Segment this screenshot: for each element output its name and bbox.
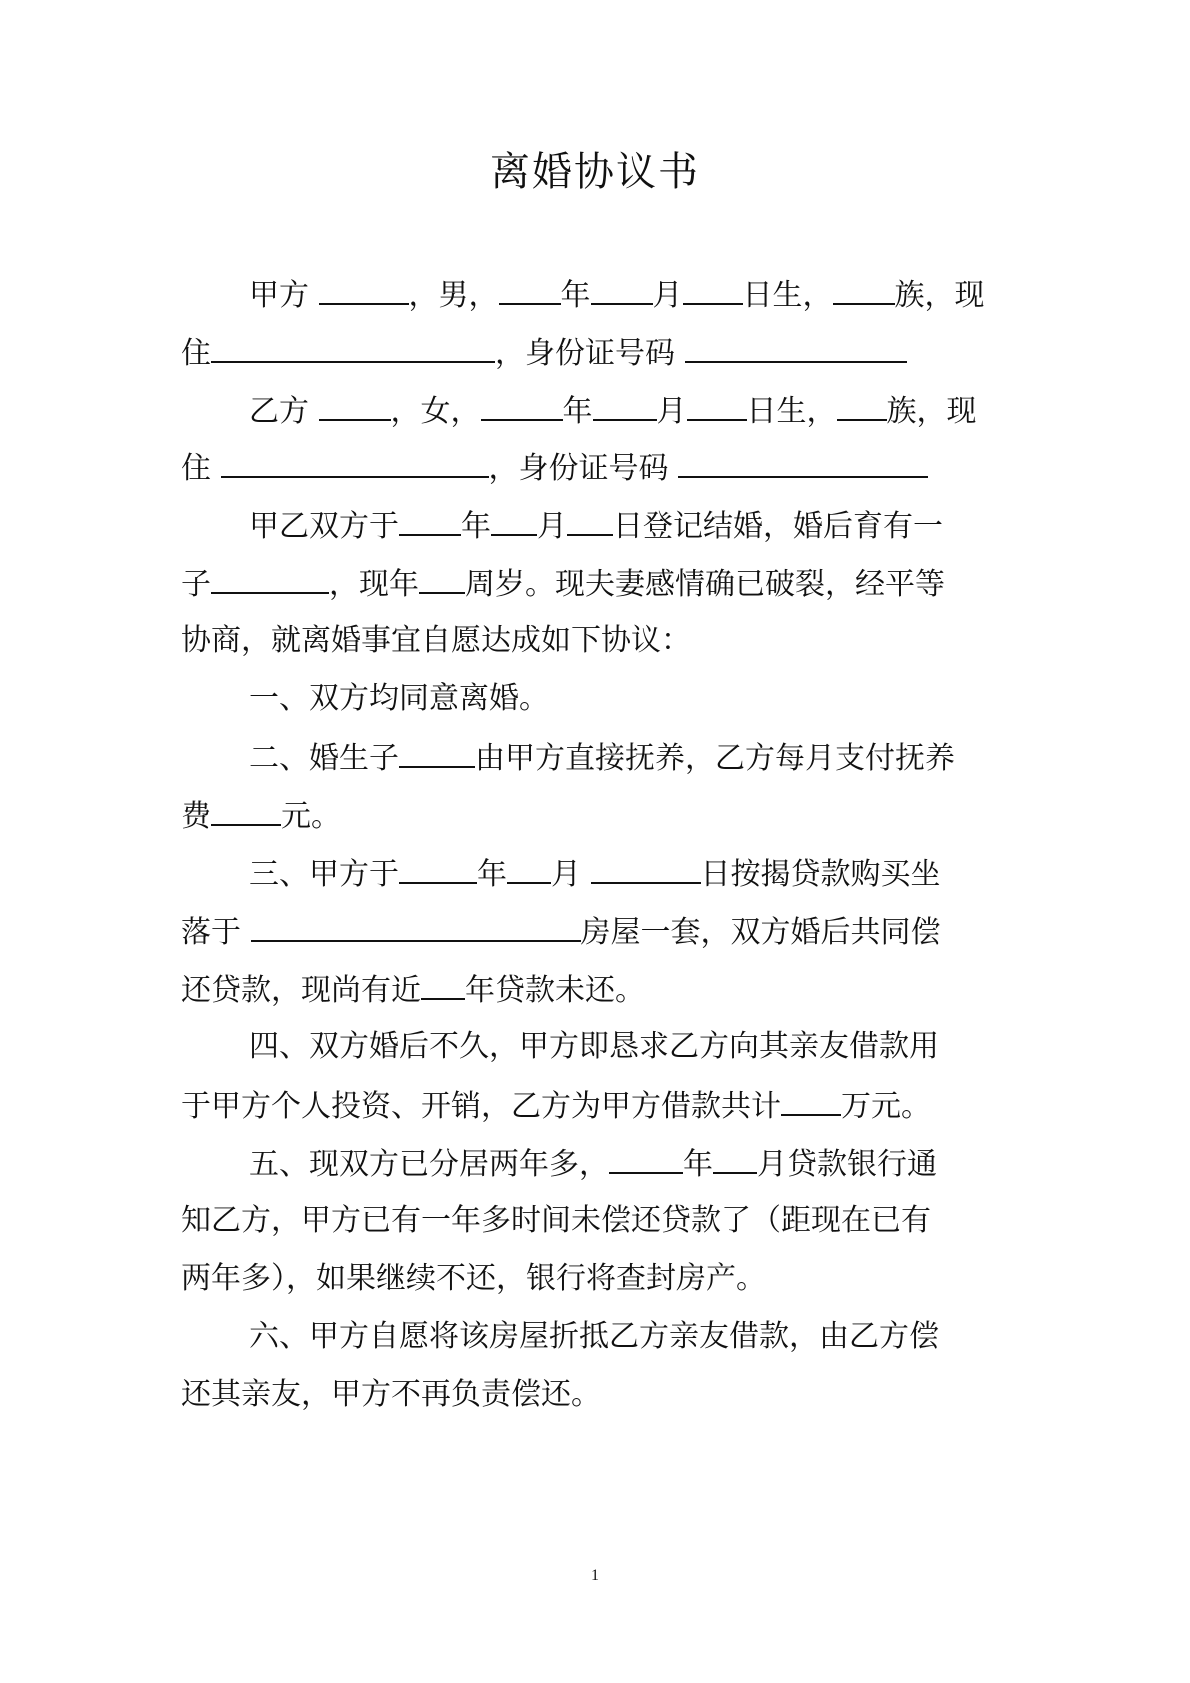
text-segment: 周岁。现夫妻感情确已破裂，经平等	[465, 567, 945, 602]
text-segment: 一、双方均同意离婚。	[249, 681, 549, 716]
text-segment: 甲方	[249, 278, 319, 313]
text-line	[181, 974, 645, 1006]
text-segment: 知乙方，甲方已有一年多时间未偿还贷款了（距现在已有	[181, 1203, 931, 1238]
fill-in-blank[interactable]	[687, 395, 747, 421]
text-segment: 还其亲友，甲方不再负责偿还。	[181, 1377, 601, 1412]
text-line	[181, 623, 691, 658]
text-segment: 元。	[281, 799, 341, 834]
fill-in-blank[interactable]	[491, 510, 537, 536]
fill-in-blank[interactable]	[781, 1090, 841, 1116]
text-segment: 年	[560, 278, 591, 313]
text-segment: 族，现	[886, 394, 977, 429]
text-segment: ，现年	[329, 567, 419, 602]
text-line	[249, 510, 943, 542]
text-segment: 月贷款银行通	[757, 1147, 937, 1182]
text-line	[181, 1090, 931, 1122]
text-segment: 年贷款未还。	[465, 973, 645, 1008]
fill-in-blank[interactable]	[833, 279, 895, 305]
fill-in-blank[interactable]	[399, 742, 475, 768]
text-segment: 月	[652, 278, 683, 313]
text-segment: 两年多），如果继续不还，银行将查封房产。	[181, 1261, 766, 1296]
text-segment: 落于	[181, 915, 251, 950]
text-segment: 年	[461, 509, 491, 544]
text-segment: 乙方	[249, 394, 319, 429]
fill-in-blank[interactable]	[713, 1148, 757, 1174]
text-segment: 住	[181, 451, 221, 486]
fill-in-blank[interactable]	[251, 916, 581, 942]
text-line	[249, 1148, 937, 1180]
text-segment: 日登记结婚，婚后育有一	[613, 509, 943, 544]
text-line	[181, 916, 941, 948]
text-line	[249, 395, 977, 427]
text-segment: 房屋一套，双方婚后共同偿	[580, 915, 941, 950]
text-segment: 日按揭贷款购买坐	[700, 857, 941, 892]
text-line	[249, 1319, 939, 1354]
text-line	[181, 800, 341, 832]
page-number: 1	[591, 1567, 599, 1584]
fill-in-blank[interactable]	[221, 452, 489, 478]
text-segment: 五、现双方已分居两年多，	[249, 1147, 609, 1182]
text-segment: 族，现	[894, 278, 985, 313]
text-line	[181, 1203, 931, 1238]
text-segment: 二、婚生子	[249, 741, 399, 776]
text-segment: 于甲方个人投资、开销，乙方为甲方借款共计	[181, 1089, 781, 1124]
text-segment: ，身份证号码	[488, 451, 679, 486]
fill-in-blank[interactable]	[837, 395, 887, 421]
fill-in-blank[interactable]	[609, 1148, 683, 1174]
fill-in-blank[interactable]	[319, 395, 391, 421]
fill-in-blank[interactable]	[211, 568, 329, 594]
fill-in-blank[interactable]	[593, 395, 657, 421]
text-segment: ，身份证号码	[495, 336, 685, 371]
fill-in-blank[interactable]	[421, 974, 465, 1000]
fill-in-blank[interactable]	[481, 395, 563, 421]
text-segment: 子	[181, 567, 211, 602]
text-segment: 协商，就离婚事宜自愿达成如下协议：	[181, 623, 691, 658]
text-segment: 日生，	[746, 394, 837, 429]
text-line	[249, 858, 941, 890]
text-segment: 六、甲方自愿将该房屋折抵乙方亲友借款，由乙方偿	[249, 1319, 939, 1354]
text-segment: ，男，	[408, 278, 499, 313]
fill-in-blank[interactable]	[319, 279, 409, 305]
text-segment: 月	[656, 394, 687, 429]
text-segment: 费	[181, 799, 211, 834]
text-line	[181, 568, 945, 600]
text-segment: 年	[477, 857, 507, 892]
document-title: 离婚协议书	[490, 149, 700, 195]
text-segment: 万元。	[841, 1089, 931, 1124]
fill-in-blank[interactable]	[211, 800, 281, 826]
text-line	[181, 337, 907, 369]
fill-in-blank[interactable]	[507, 858, 551, 884]
fill-in-blank[interactable]	[683, 279, 743, 305]
text-line	[181, 1261, 766, 1296]
fill-in-blank[interactable]	[419, 568, 465, 594]
text-segment: ，女，	[390, 394, 481, 429]
fill-in-blank[interactable]	[399, 858, 477, 884]
text-segment: 甲乙双方于	[249, 509, 399, 544]
text-segment: 由甲方直接抚养，乙方每月支付抚养	[475, 741, 955, 776]
text-segment: 住	[181, 336, 211, 371]
text-line	[181, 452, 928, 484]
text-segment: 还贷款，现尚有近	[181, 973, 421, 1008]
fill-in-blank[interactable]	[678, 452, 928, 478]
text-segment: 三、甲方于	[249, 857, 399, 892]
fill-in-blank[interactable]	[399, 510, 461, 536]
text-line	[249, 681, 549, 716]
text-line	[249, 1029, 939, 1064]
text-segment: 四、双方婚后不久，甲方即恳求乙方向其亲友借款用	[249, 1029, 939, 1064]
fill-in-blank[interactable]	[685, 337, 907, 363]
text-line	[249, 279, 985, 311]
fill-in-blank[interactable]	[567, 510, 613, 536]
text-line	[181, 1377, 601, 1412]
text-segment: 日生，	[742, 278, 833, 313]
text-segment: 月	[551, 857, 591, 892]
text-segment: 年	[683, 1147, 713, 1182]
fill-in-blank[interactable]	[591, 279, 653, 305]
text-line	[249, 742, 955, 774]
text-segment: 年	[562, 394, 593, 429]
fill-in-blank[interactable]	[499, 279, 561, 305]
text-segment: 月	[537, 509, 567, 544]
fill-in-blank[interactable]	[211, 337, 495, 363]
fill-in-blank[interactable]	[591, 858, 701, 884]
